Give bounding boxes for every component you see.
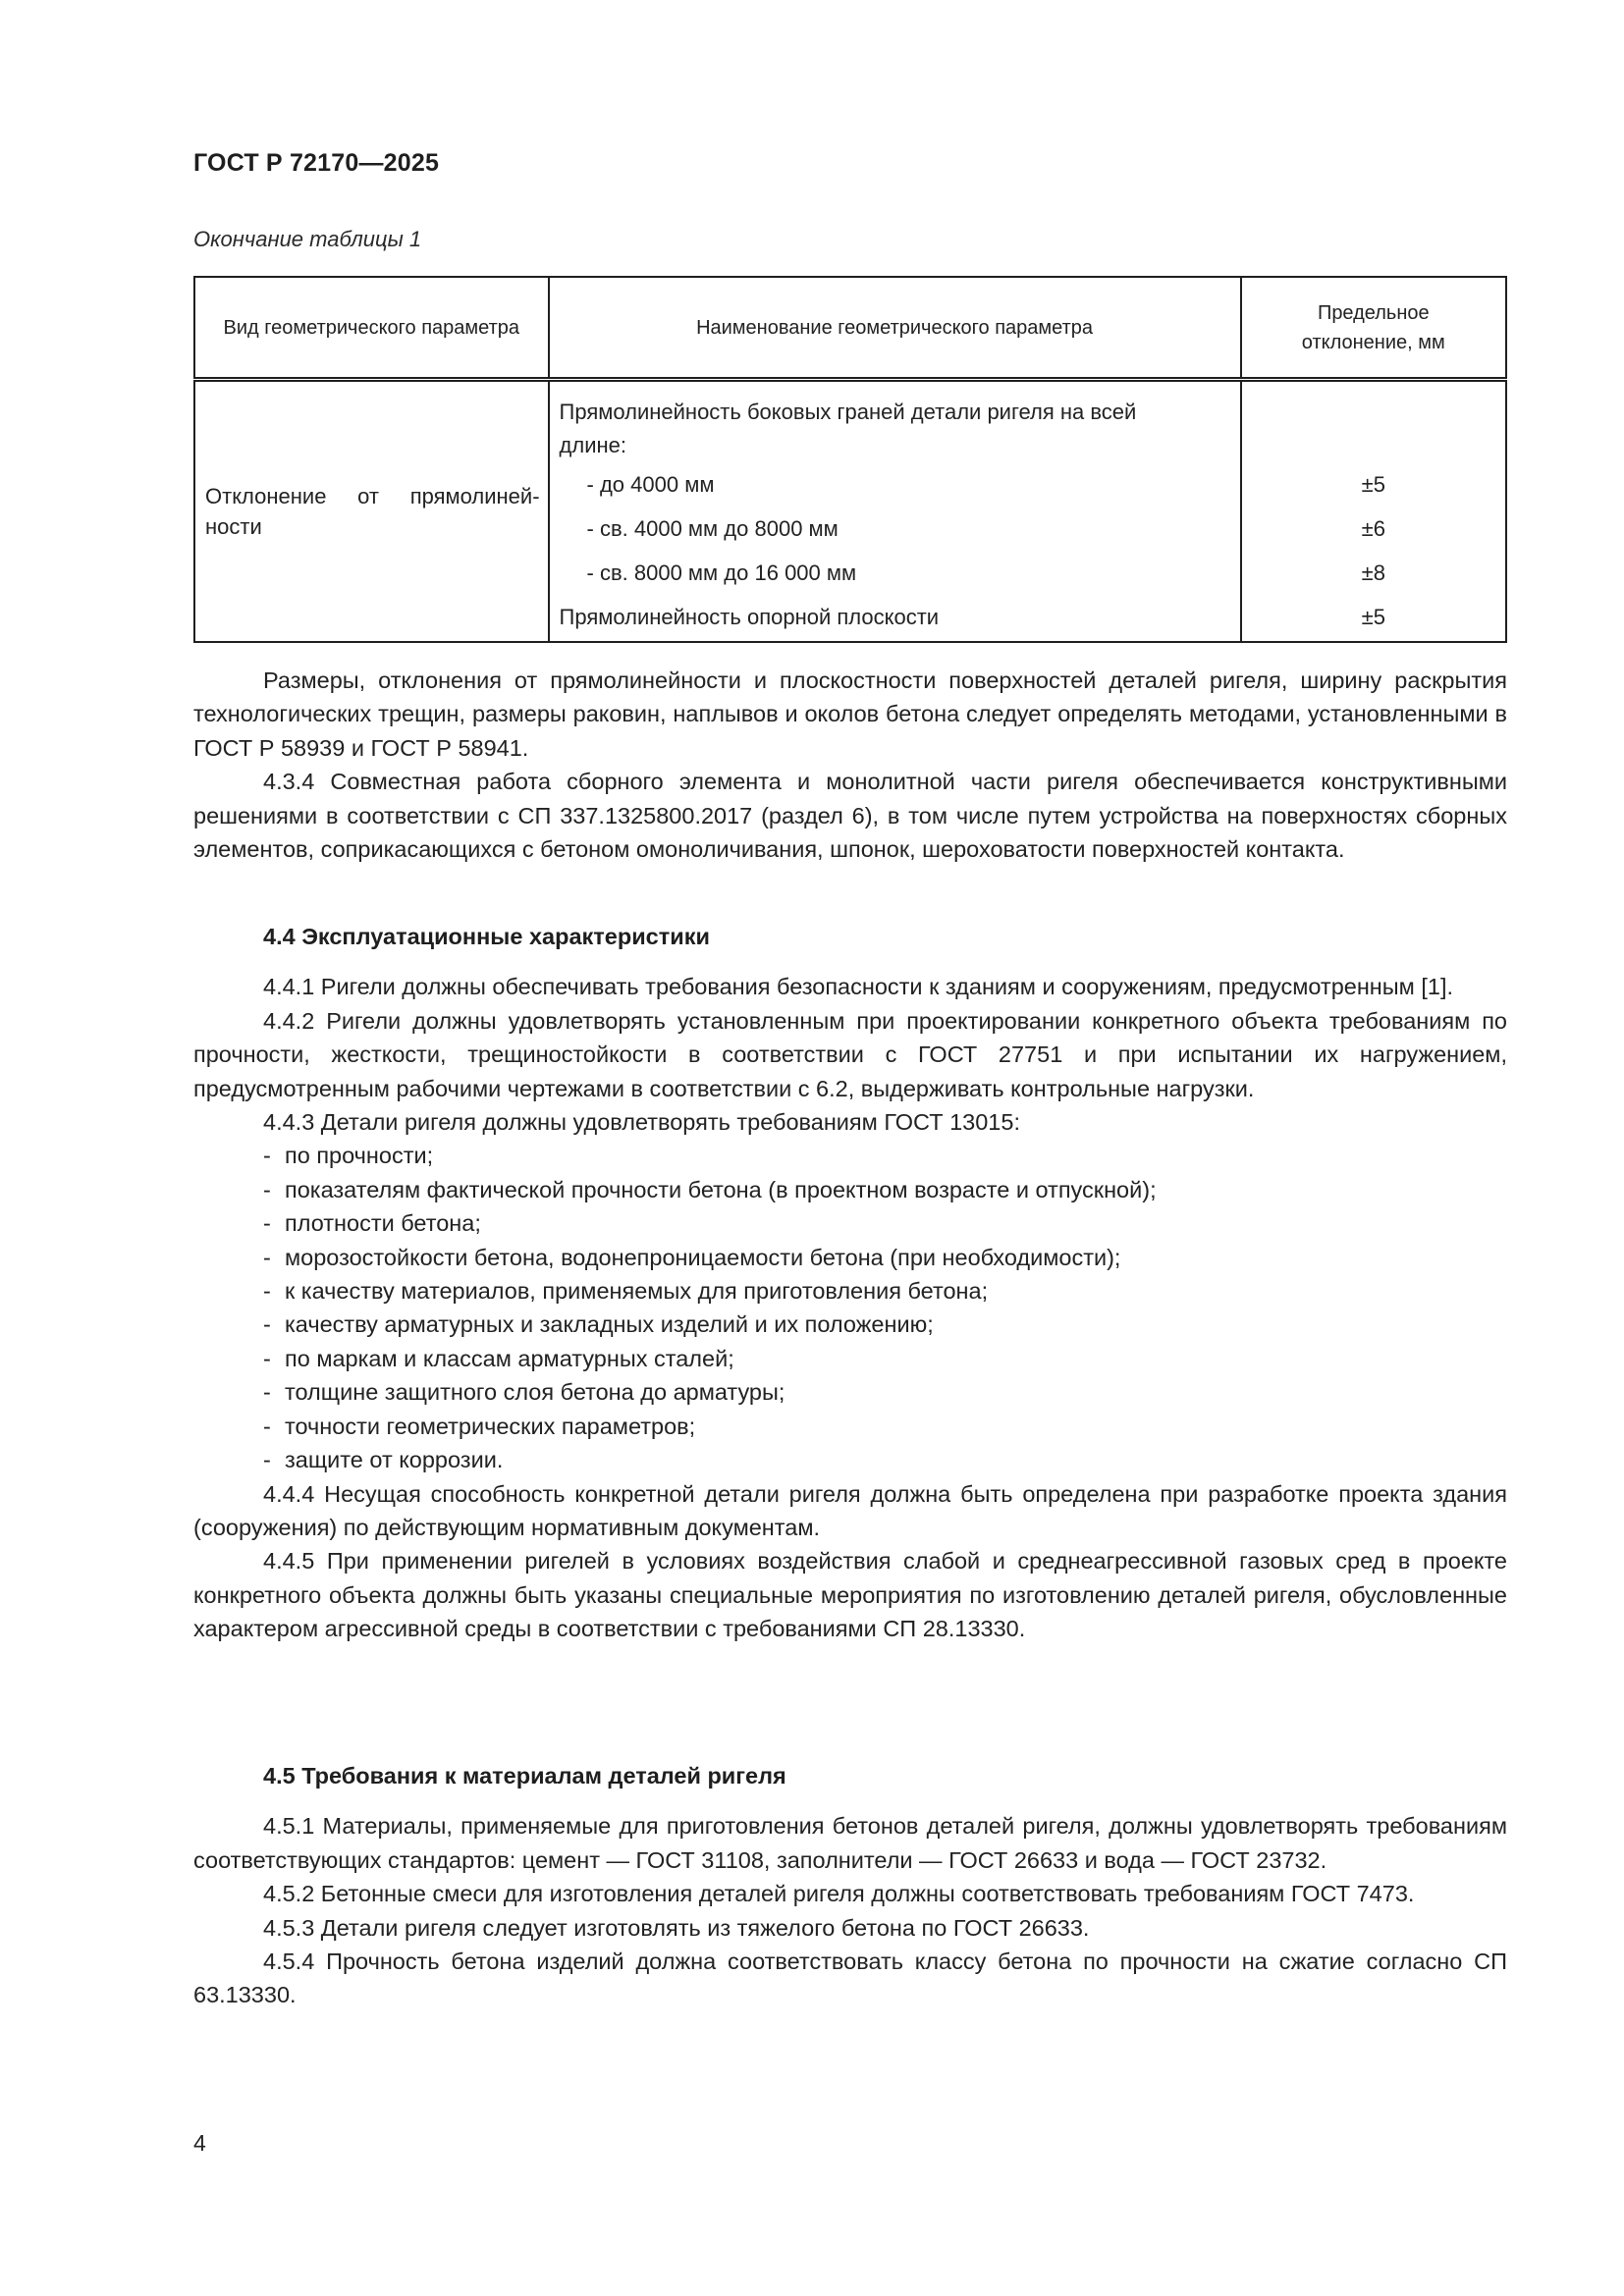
column-header-max-deviation-line2: отклонение, мм bbox=[1301, 331, 1445, 353]
parameter-name-line: - св. 8000 мм до 16 000 мм bbox=[586, 561, 857, 585]
heading-4-5: 4.5 Требования к материалам деталей ригеля bbox=[263, 1763, 786, 1789]
paragraph-4-3-4: 4.3.4 Совместная работа сборного элемента и монолитной части ригеля обеспечивается конструктивными решениями в соответствии с СП 337.1325800.2017 (раздел 6), в том числе путем устройства на поверхностях сборных элементов, соприкасающихся с бетоном омоноличивания, шпонок, шероховатости поверхностей контакта. bbox=[193, 769, 1507, 863]
list-item-text: точности геометрических параметров; bbox=[285, 1413, 696, 1439]
parameter-type-cell bbox=[194, 380, 549, 643]
section-4-3-continuation bbox=[193, 664, 1507, 866]
table-row bbox=[194, 380, 1506, 643]
max-deviation-value: ±8 bbox=[1361, 561, 1385, 585]
max-deviation-value: ±6 bbox=[1361, 516, 1385, 541]
section-4-4 bbox=[193, 920, 1507, 1646]
max-deviation-value: ±5 bbox=[1361, 605, 1385, 629]
list-item bbox=[193, 1274, 1507, 1308]
list-item bbox=[193, 1308, 1507, 1341]
list-dash: - bbox=[263, 1244, 271, 1270]
max-deviation-value: ±5 bbox=[1361, 472, 1385, 497]
list-item bbox=[193, 1443, 1507, 1476]
list-item bbox=[193, 1241, 1507, 1274]
list-item-text: плотности бетона; bbox=[285, 1210, 481, 1237]
section-4-5 bbox=[193, 1759, 1507, 2012]
table-caption: Окончание таблицы 1 bbox=[193, 227, 422, 251]
document-id-header: ГОСТ Р 72170—2025 bbox=[193, 149, 440, 177]
paragraph-4-4-5: 4.4.5 При применении ригелей в условиях воздействия слабой и среднеагрессивной газовых сред в проекте конкретного объекта должны быть указаны специальные мероприятия по изготовлению деталей ригеля, обусловленные характером агрессивной среды в соответствии с требованиями СП 28.13330. bbox=[193, 1548, 1507, 1642]
list-item bbox=[193, 1375, 1507, 1409]
paragraph-4-5-1: 4.5.1 Материалы, применяемые для приготовления бетонов деталей ригеля, должны удовлетворять требованиям соответствующих стандартов: цемент — ГОСТ 31108, заполнители — ГОСТ 26633 и вода — ГОСТ 23732. bbox=[193, 1813, 1507, 1873]
list-item bbox=[193, 1206, 1507, 1240]
parameter-name-line: Прямолинейность боковых граней детали ригеля на всей bbox=[559, 400, 1137, 424]
max-deviation-cell bbox=[1241, 380, 1506, 643]
list-item bbox=[193, 1342, 1507, 1375]
column-header-max-deviation-line1: Предельное bbox=[1317, 301, 1430, 324]
max-deviation-spacer bbox=[1242, 384, 1505, 462]
parameter-type-line1: Отклонение от прямолиней- bbox=[205, 484, 540, 508]
paragraph-4-4-4: 4.4.4 Несущая способность конкретной детали ригеля должна быть определена при разработке проекта здания (сооружения) по действующим нормативным документам. bbox=[193, 1480, 1507, 1540]
list-item-text: защите от коррозии. bbox=[285, 1447, 504, 1473]
list-item-text: к качеству материалов, применяемых для приготовления бетона; bbox=[285, 1278, 989, 1305]
list-dash: - bbox=[263, 1413, 271, 1439]
requirements-list bbox=[193, 1139, 1507, 1476]
page-number: 4 bbox=[193, 2130, 206, 2156]
paragraph-4-5-2: 4.5.2 Бетонные смеси для изготовления деталей ригеля должны соответствовать требованиям ГОСТ 7473. bbox=[263, 1881, 1415, 1907]
list-item-text: по прочности; bbox=[285, 1143, 434, 1169]
list-dash: - bbox=[263, 1311, 271, 1338]
list-item-text: толщине защитного слоя бетона до арматуры; bbox=[285, 1379, 785, 1406]
parameter-name-line: - до 4000 мм bbox=[586, 472, 715, 497]
list-item-text: показателям фактической прочности бетона (в проектном возрасте и отпускной); bbox=[285, 1176, 1157, 1202]
list-dash: - bbox=[263, 1278, 271, 1305]
list-item bbox=[193, 1139, 1507, 1172]
column-header-parameter-type: Вид геометрического параметра bbox=[194, 277, 549, 380]
parameter-name-cell bbox=[549, 380, 1241, 643]
list-dash: - bbox=[263, 1447, 271, 1473]
parameter-name-line: длине: bbox=[559, 433, 626, 457]
parameter-type-line2: ности bbox=[205, 514, 262, 539]
heading-4-4: 4.4 Эксплуатационные характеристики bbox=[263, 924, 710, 949]
list-item-text: по маркам и классам арматурных сталей; bbox=[285, 1345, 734, 1371]
paragraph-4-4-3: 4.4.3 Детали ригеля должны удовлетворять требованиям ГОСТ 13015: bbox=[263, 1109, 1020, 1136]
paragraph-4-5-3: 4.5.3 Детали ригеля следует изготовлять из тяжелого бетона по ГОСТ 26633. bbox=[263, 1914, 1090, 1941]
parameter-name-line: Прямолинейность опорной плоскости bbox=[559, 605, 940, 629]
list-dash: - bbox=[263, 1176, 271, 1202]
list-item-text: морозостойкости бетона, водонепроницаемости бетона (при необходимости); bbox=[285, 1244, 1121, 1270]
list-item bbox=[193, 1410, 1507, 1443]
column-header-max-deviation bbox=[1241, 277, 1506, 380]
parameter-name-line: - св. 4000 мм до 8000 мм bbox=[586, 516, 839, 541]
paragraph-4-4-1: 4.4.1 Ригели должны обеспечивать требования безопасности к зданиям и сооружениям, предусмотренным [1]. bbox=[263, 974, 1454, 1000]
list-dash: - bbox=[263, 1210, 271, 1237]
list-dash: - bbox=[263, 1345, 271, 1371]
list-dash: - bbox=[263, 1379, 271, 1406]
column-header-parameter-name: Наименование геометрического параметра bbox=[549, 277, 1241, 380]
list-item bbox=[193, 1173, 1507, 1206]
paragraph-4-4-2: 4.4.2 Ригели должны удовлетворять установленным при проектировании конкретного объекта требованиям по прочности, жесткости, трещиностойкости в соответствии с ГОСТ 27751 и при испытании их нагружением, предусмотренным рабочими чертежами в соответствии с 6.2, выдерживать контрольные нагрузки. bbox=[193, 1007, 1507, 1101]
paragraph-4-5-4: 4.5.4 Прочность бетона изделий должна соответствовать классу бетона по прочности на сжатие согласно СП 63.13330. bbox=[193, 1949, 1507, 2008]
table-header-row bbox=[194, 277, 1506, 380]
paragraph-sizes-methods: Размеры, отклонения от прямолинейности и плоскостности поверхностей деталей ригеля, ширину раскрытия технологических трещин, размеры раковин, наплывов и околов бетона следует определять методами, установленными в ГОСТ Р 58939 и ГОСТ Р 58941. bbox=[193, 667, 1507, 761]
tolerance-table bbox=[193, 276, 1507, 643]
list-item-text: качеству арматурных и закладных изделий и их положению; bbox=[285, 1311, 934, 1338]
list-dash: - bbox=[263, 1143, 271, 1169]
